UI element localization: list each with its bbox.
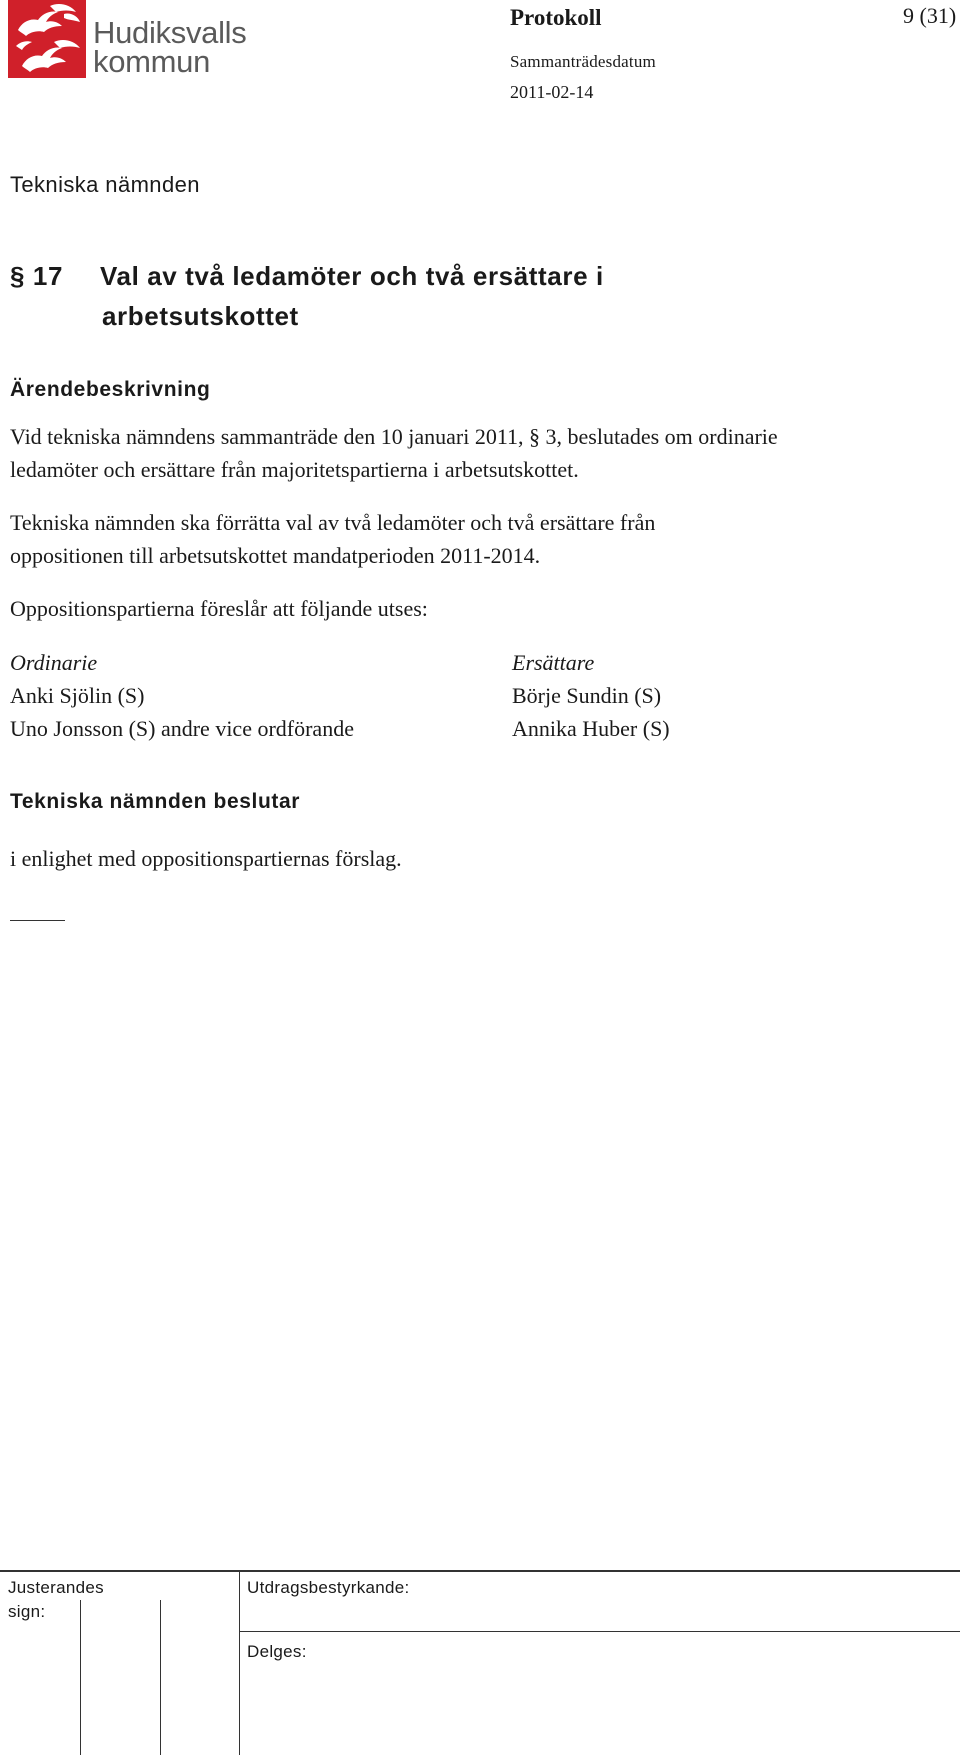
paragraph-1-line-1: Vid tekniska nämndens sammanträde den 10 januari 2011, § 3, beslutades om ordinarie	[10, 424, 778, 449]
footer-sign-divider-2	[160, 1600, 161, 1755]
footer-sign: sign:	[8, 1602, 46, 1621]
ordinarie-member-2: Uno Jonsson (S) andre vice ordförande	[10, 716, 354, 741]
ersattare-header: Ersättare	[512, 650, 595, 675]
document-type: Protokoll	[510, 5, 602, 30]
footer-sign-divider-1	[80, 1600, 81, 1755]
page-number: 9 (31)	[903, 3, 957, 28]
footer-utdragsbestyrkande: Utdragsbestyrkande:	[247, 1578, 410, 1597]
decision-text: i enlighet med oppositionspartiernas förslag.	[10, 846, 402, 871]
footer-divider-main	[239, 1571, 240, 1755]
organ-name: Tekniska nämnden	[10, 172, 200, 197]
goat-heads-logo-icon	[8, 0, 86, 78]
meeting-date-label: Sammanträdesdatum	[510, 52, 656, 71]
case-description-heading: Ärendebeskrivning	[10, 378, 211, 401]
paragraph-1-line-2: ledamöter och ersättare från majoritetspartierna i arbetsutskottet.	[10, 457, 579, 482]
logo-line-2: kommun	[93, 44, 211, 79]
paragraph-3: Oppositionspartierna föreslår att följande utses:	[10, 596, 428, 621]
ordinarie-member-1: Anki Sjölin (S)	[10, 683, 145, 708]
footer-justerandes: Justerandes	[8, 1578, 104, 1597]
meeting-date: 2011-02-14	[510, 82, 594, 102]
paragraph-2-line-2: oppositionen till arbetsutskottet mandatperioden 2011-2014.	[10, 543, 541, 568]
ordinarie-header: Ordinarie	[10, 650, 98, 675]
decision-heading: Tekniska nämnden beslutar	[10, 790, 301, 813]
section-number: § 17	[10, 261, 64, 291]
footer-top-rule	[0, 1570, 960, 1572]
logo-line-1: Hudiksvalls	[93, 15, 247, 50]
section-title-line-2: arbetsutskottet	[102, 301, 299, 331]
end-rule	[10, 920, 65, 921]
footer-middle-rule	[240, 1631, 960, 1632]
footer-delges: Delges:	[247, 1642, 307, 1661]
ersattare-member-1: Börje Sundin (S)	[512, 683, 662, 708]
ersattare-member-2: Annika Huber (S)	[512, 716, 670, 741]
section-title-line-1: Val av två ledamöter och två ersättare i	[100, 261, 604, 291]
hudiksvalls-kommun-logo	[8, 0, 248, 80]
section-heading	[10, 256, 604, 331]
paragraph-2-line-1: Tekniska nämnden ska förrätta val av två ledamöter och två ersättare från	[10, 510, 656, 535]
logo-wordmark	[93, 15, 247, 79]
